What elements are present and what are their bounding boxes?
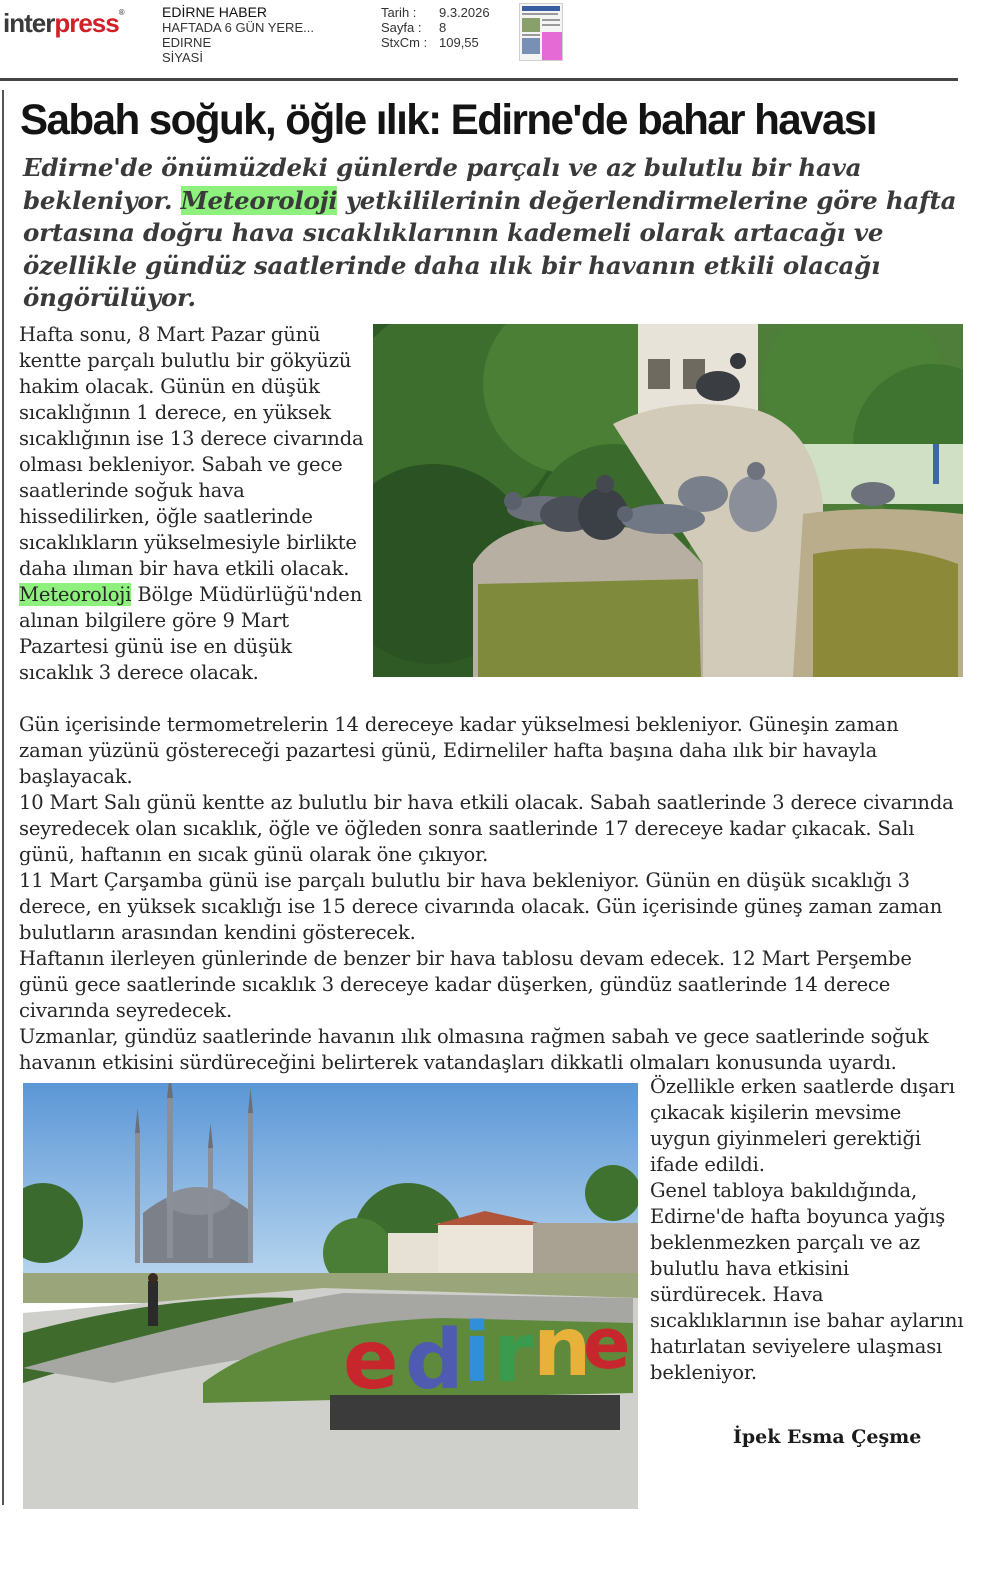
header-rule (0, 78, 958, 81)
publication-name: EDİRNE HABER (162, 4, 268, 20)
pigeons-fountain-photo (373, 324, 963, 677)
sign-letter-i: i (463, 1306, 492, 1401)
publication-info (162, 5, 314, 65)
paragraph: Gün içerisinde termometrelerin 14 dereceye kadar yükselmesi bekleniyor. Güneşin zaman zaman yüzünü göstereceği pazartesi günü, Edirneliler hafta başına daha ılık bir havayla başlayacak. (19, 713, 899, 788)
logo-registered-mark: ® (118, 8, 124, 17)
article-byline: İpek Esma Çeşme (733, 1426, 922, 1448)
meta-date-value: 9.3.2026 (439, 5, 490, 20)
meta-date-label: Tarih : (381, 5, 417, 20)
paragraph-text: Bölge Müdürlüğü'nden alınan bilgilere göre 9 Mart Pazartesi günü ise en düşük sıcaklık 3 derece olacak. (19, 583, 363, 684)
sign-letter-n: n (533, 1300, 592, 1395)
publication-city: EDIRNE (162, 35, 212, 50)
publication-frequency: HAFTADA 6 GÜN YERE... (162, 20, 314, 35)
article-lead (23, 152, 958, 315)
article-headline: Sabah soğuk, öğle ılık: Edirne'de bahar havası (20, 96, 876, 144)
thumbnail-photo (522, 18, 540, 32)
sign-letter-e: e (343, 1313, 399, 1408)
paragraph: Özellikle erken saatlerde dışarı çıkacak kişilerin mevsime uygun giyinmeleri gerektiği ifade edildi. (650, 1075, 955, 1176)
logo-main: inter (3, 8, 55, 38)
meta-page-row (381, 20, 490, 35)
paragraph: Haftanın ilerleyen günlerinde de benzer bir hava tablosu devam edecek. 12 Mart Perşembe günü gece saatlerinde sıcaklık 3 dereceye kadar düşerken, gündüz saatlerinde 14 derece civarında seyredecek. (19, 947, 912, 1022)
paragraph: Uzmanlar, gündüz saatlerinde havanın ılık olmasına rağmen sabah ve gece saatlerinde soğuk havanın etkisini sürdüreceğini belirterek vatandaşları dikkatli olmaları konusunda uyardı. (19, 1025, 929, 1074)
article-column-left (19, 322, 369, 686)
meta-stxcm-label: StxCm : (381, 35, 428, 50)
article-column-right (650, 1074, 965, 1386)
paragraph (19, 582, 369, 686)
paragraph: 11 Mart Çarşamba günü ise parçalı bulutlu bir hava bekleniyor. Günün en düşük sıcaklığı 3 derece, en yüksek sıcaklığı ise 15 derece civarında olacak. Gün içerisinde güneş zaman zaman bulutların arasından kendini gösterecek. (19, 869, 943, 944)
keyword-highlight: Meteoroloji (19, 583, 132, 606)
meta-stxcm-row (381, 35, 490, 50)
sign-letter-e2: e (583, 1303, 631, 1385)
sign-letter-d: d (405, 1313, 464, 1408)
publication-category: SİYASİ (162, 50, 203, 65)
selimiye-edirne-sign-photo (23, 1083, 638, 1509)
thumbnail-text-line (522, 13, 558, 15)
paragraph: Hafta sonu, 8 Mart Pazar günü kentte parçalı bulutlu bir gökyüzü hakim olacak. Günün en düşük sıcaklığının 1 derece, en yüksek sıcaklığının ise 13 derece civarında olması bekleniyor. Sabah ve gece saatlerinde soğuk hava hissedilirken, öğle saatlerinde sıcaklıkların yükselmesiyle birlikte daha ılıman bir hava etkili olacak. (19, 323, 364, 580)
logo-accent: press (54, 8, 119, 38)
thumbnail-text-line (542, 19, 560, 21)
meta-date-row (381, 5, 490, 20)
thumbnail-highlighted-article (542, 32, 562, 60)
thumbnail-masthead (522, 6, 560, 11)
sign-letter-r: r (493, 1306, 534, 1401)
meta-page-value: 8 (439, 20, 447, 35)
paragraph: 10 Mart Salı günü kentte az bulutlu bir hava etkili olacak. Sabah saatlerinde 3 derece civarında seyredecek olan sıcaklık, öğle ve öğleden sonra saatlerinde 17 dereceye kadar çıkacak. Salı günü, haftanın en sıcak günü olarak öne çıkıyor. (19, 791, 954, 866)
article-body-full-width (19, 712, 964, 1076)
lead-keyword-highlight: Meteoroloji (180, 185, 338, 215)
left-border (2, 90, 4, 1505)
lead-text-end: yetkililerinin değerlendirmelerine göre hafta ortasına doğru hava sıcaklıklarının kademeli olarak artacağı ve özellikle gündüz saatlerinde daha ılık bir havanın etkili olacağı öngörülüyor. (23, 185, 957, 312)
thumbnail-text-line (542, 24, 560, 26)
lead-text-start: Edirne'de önümüzdeki günlerde parçalı ve az bulutlu bir hava bekleniyor. (23, 153, 862, 215)
thumbnail-photo (522, 38, 540, 54)
paragraph: Genel tabloya bakıldığında, Edirne'de hafta boyunca yağış beklenmezken parçalı ve az bulutlu hava etkisini sürdürecek. Hava sıcaklıklarının ise bahar aylarını hatırlatan seviyelere ulaşması bekleniyor. (650, 1179, 964, 1384)
meta-stxcm-value: 109,55 (439, 35, 479, 50)
thumbnail-text-line (522, 34, 540, 36)
page-thumbnail[interactable] (519, 3, 563, 61)
interpress-logo (3, 8, 124, 39)
meta-page-label: Sayfa : (381, 20, 422, 35)
clipping-meta (381, 5, 490, 50)
